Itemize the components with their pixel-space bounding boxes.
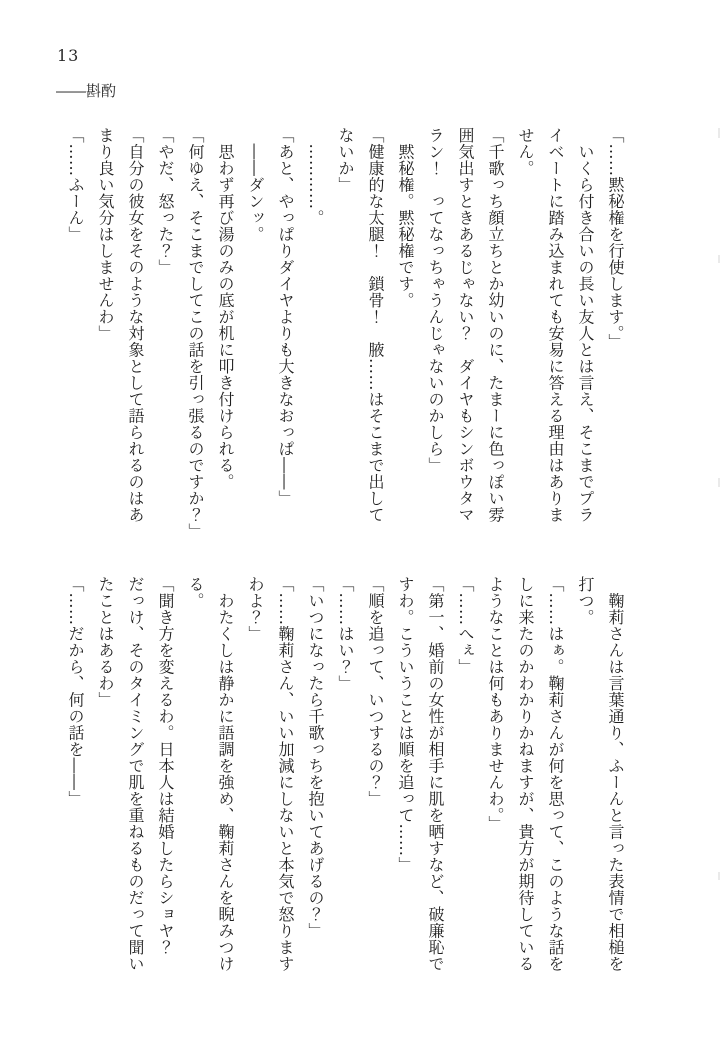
text-line: 鞠莉さんは言葉通り、ふーんと言った表情で相槌を xyxy=(606,576,625,972)
text-line: 「第一、婚前の女性が相手に肌を晒すなど、破廉恥で xyxy=(426,576,445,972)
text-line: 「……はぁ。鞠莉さんが何を思って、このような話を xyxy=(546,576,565,972)
text-line: イベートに踏み込まれても安易に答える理由はありま xyxy=(546,127,565,523)
text-line: 「……はい？」 xyxy=(336,576,355,692)
text-line: 「自分の彼女をそのような対象として語られるのはあ xyxy=(126,127,145,523)
text-line: …………。 xyxy=(306,127,325,226)
text-line: ――ダンッ。 xyxy=(246,127,265,243)
text-line: いくら付き合いの長い友人とは言え、そこまでプラ xyxy=(576,127,595,523)
scan-artifact xyxy=(718,128,720,138)
text-line: ラン！ ってなっちゃうんじゃないのかしら」 xyxy=(426,127,445,474)
text-line: わたくしは静かに語調を強め、鞠莉さんを睨みつけ xyxy=(216,576,235,972)
text-line: ようなことは何もありませんわ。」 xyxy=(486,576,505,832)
scan-artifact xyxy=(718,478,720,487)
running-title: ――斟酌 xyxy=(56,82,117,100)
text-line: 「何ゆえ、そこまでしてこの話を引っ張るのですか？」 xyxy=(186,127,205,540)
text-line: 「やだ、怒った？」 xyxy=(156,127,175,276)
text-line: 囲気出すときあるじゃない？ ダイヤもシンボウタマ xyxy=(456,127,475,523)
text-line: 黙秘権。黙秘権です。 xyxy=(396,127,415,309)
text-line: だっけ、そのタイミングで肌を重ねるものだって聞い xyxy=(126,576,145,972)
text-line: すわ。こういうことは順を追って……」 xyxy=(396,576,415,873)
text-block-bottom xyxy=(60,576,630,978)
text-line: しに来たのかわかりかねますが、貴方が期待している xyxy=(516,576,535,972)
text-line: まり良い気分はしませんわ」 xyxy=(96,127,115,342)
text-line: 「……黙秘権を行使します。」 xyxy=(606,127,625,350)
text-line: 「……ふーん」 xyxy=(66,127,85,243)
page-number: 13 xyxy=(57,46,80,65)
text-line: 「健康的な太腿！ 鎖骨！ 腋……はそこまで出して xyxy=(366,127,385,523)
text-line: わよ？」 xyxy=(246,576,265,642)
scan-artifact xyxy=(718,255,720,263)
text-block-top xyxy=(60,127,630,543)
scan-artifact xyxy=(718,872,720,880)
text-line: 「千歌っち顔立ちとか幼いのに、たまーに色っぽい雰 xyxy=(486,127,505,523)
text-line: 「……へぇ」 xyxy=(456,576,475,675)
text-line: る。 xyxy=(186,576,205,609)
text-line: 「……鞠莉さん、いい加減にしないと本気で怒ります xyxy=(276,576,295,972)
text-line: せん。 xyxy=(516,127,535,177)
text-line: ないか」 xyxy=(336,127,355,193)
text-line: 「順を追って、いつするの？」 xyxy=(366,576,385,807)
text-line: 打つ。 xyxy=(576,576,595,626)
text-line: たことはあるわ」 xyxy=(96,576,115,708)
text-line: 「……だから、何の話を――」 xyxy=(66,576,85,807)
text-line: 「いつになったら千歌っちを抱いてあげるの？」 xyxy=(306,576,325,939)
text-line: 思わず再び湯のみの底が机に叩き付けられる。 xyxy=(216,127,235,490)
text-line: 「あと、やっぱりダイヤよりも大きなおっぱ――」 xyxy=(276,127,295,507)
text-line: 「聞き方を変えるわ。日本人は結婚したらショヤ？ xyxy=(156,576,175,956)
